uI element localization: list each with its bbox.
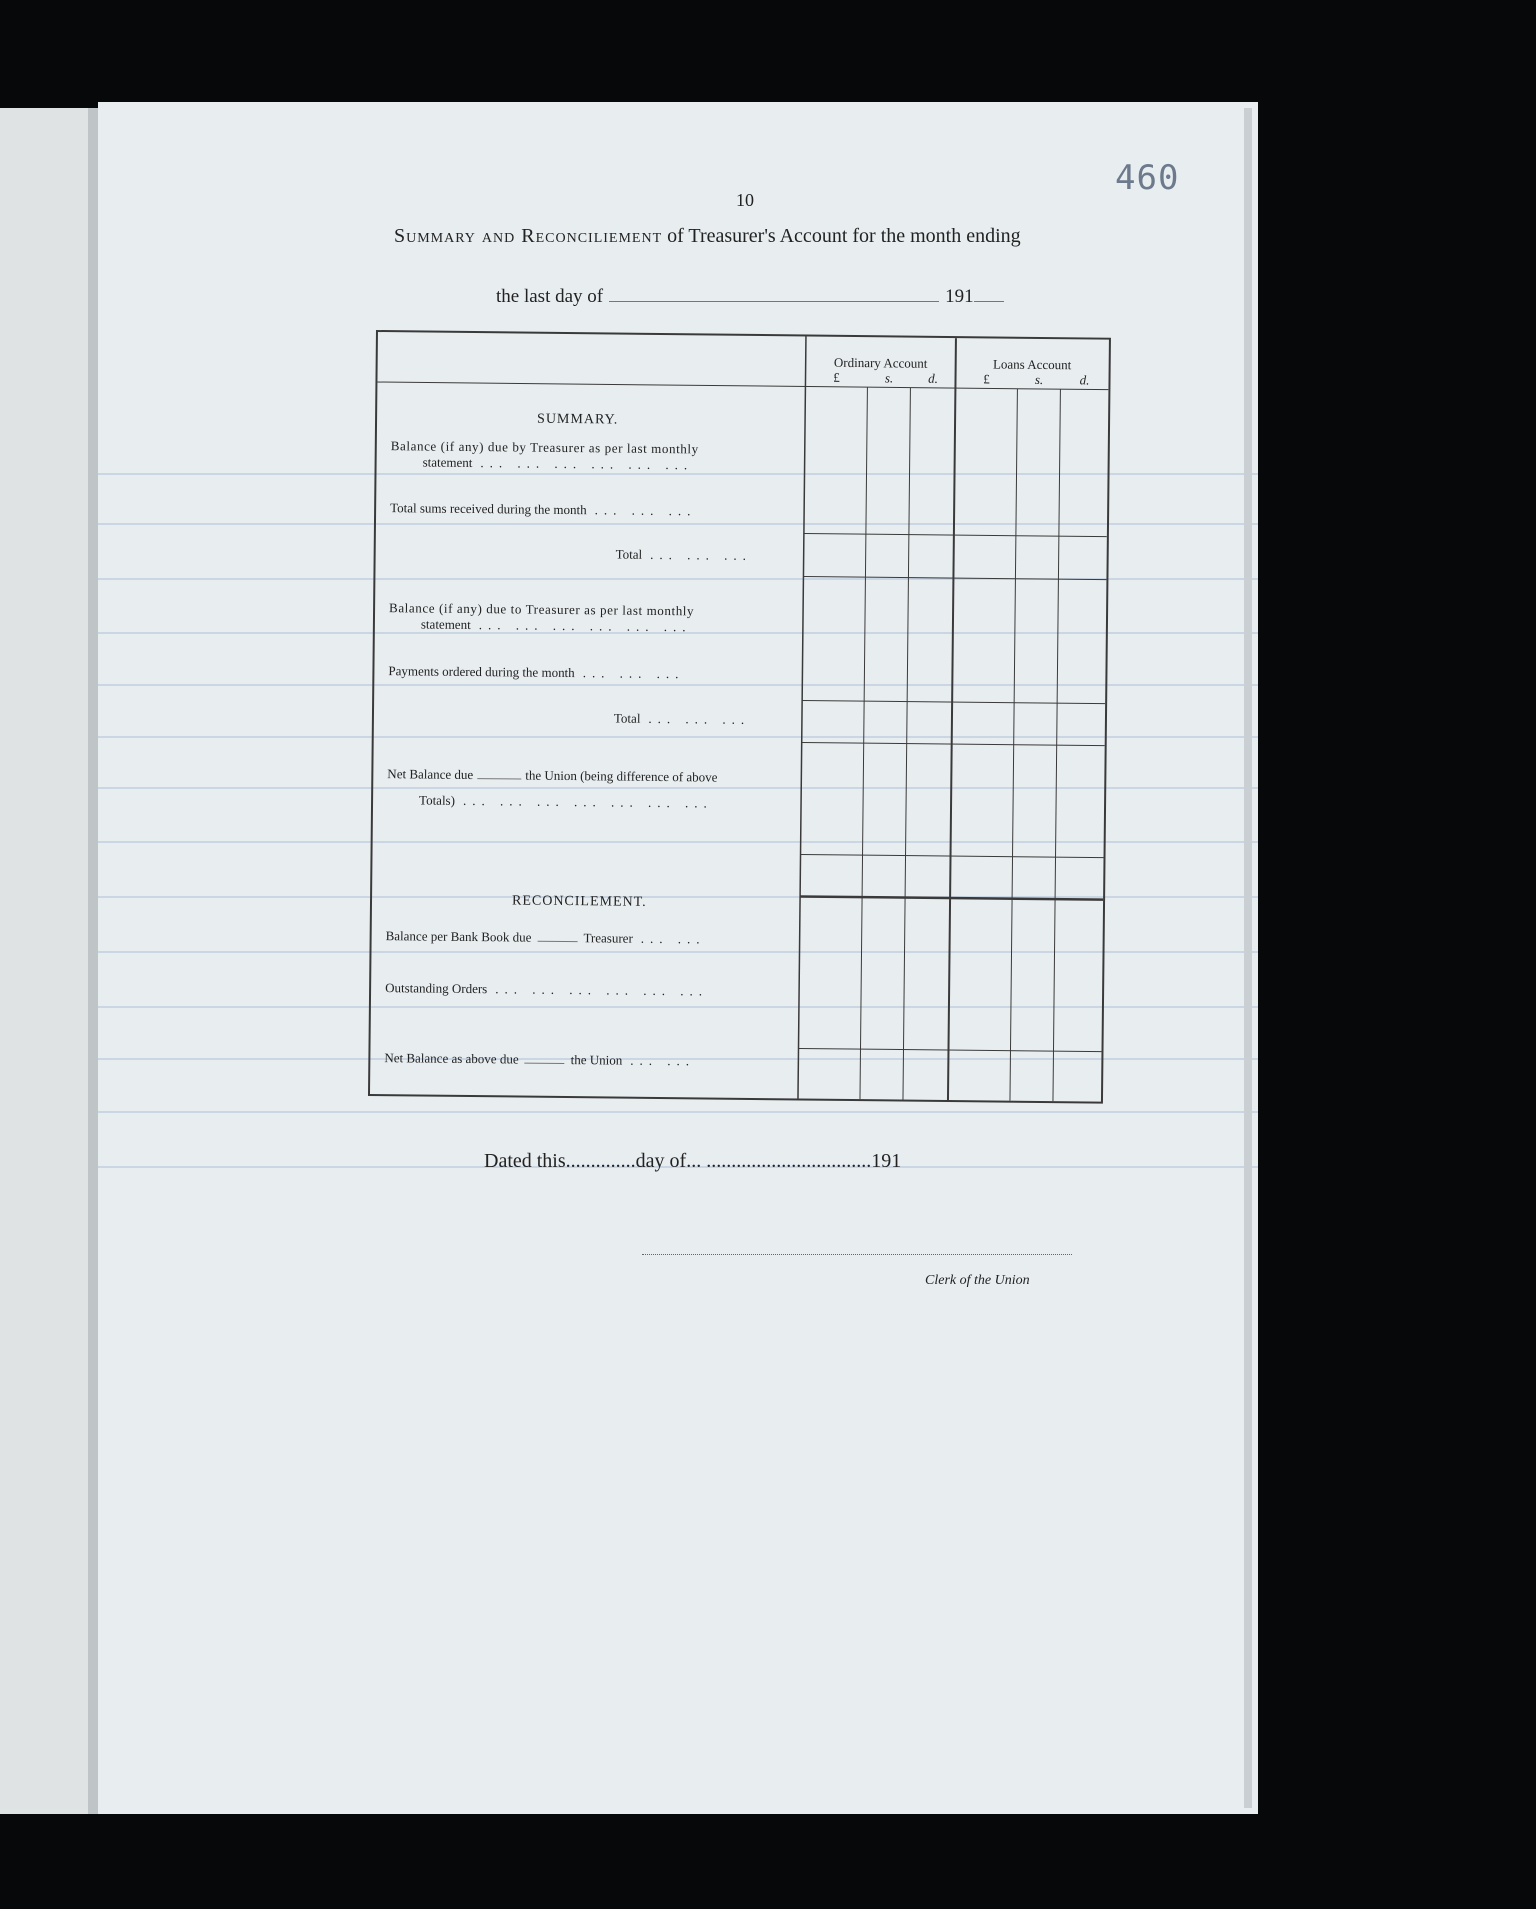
total-label-1: Total [615, 546, 643, 562]
payments-ordered-row [388, 663, 684, 682]
last-day-label: the last day of [496, 286, 604, 307]
bank-book-blank [537, 941, 577, 942]
balance-by-treasurer-line1: Balance (if any) due by Treasurer as per last monthly [390, 438, 699, 457]
net-balance-union-label: the Union (being difference of above [525, 767, 718, 785]
leader-dots: ... ... ... ... ... ... ... [462, 792, 713, 811]
balance-to-treasurer-line1: Balance (if any) due to Treasurer as per last monthly [389, 600, 695, 619]
leader-dots: ... ... ... [582, 665, 685, 682]
loans-pound-header: £ [983, 371, 990, 387]
summary-heading: SUMMARY. [536, 411, 619, 428]
net-balance-blank [477, 778, 521, 779]
leader-dots: ... ... [640, 930, 706, 947]
net-balance-line1 [387, 766, 717, 785]
dated-line [484, 1150, 901, 1173]
loans-shilling-header: s. [1034, 371, 1044, 387]
month-ending-line [496, 286, 1004, 308]
year-prefix: 191 [945, 286, 974, 307]
ordinary-shilling-header: s. [884, 370, 894, 386]
total-row-2 [614, 711, 750, 728]
bank-book-label: Balance per Bank Book due [385, 928, 532, 945]
year-blank [974, 301, 1004, 302]
balance-to-treasurer-line2 [421, 616, 692, 635]
signature-line [642, 1254, 1072, 1255]
day-dots: .............. [565, 1150, 636, 1172]
folio-number: 460 [1115, 158, 1180, 198]
totals-label: Totals) [419, 792, 456, 808]
net-balance-line2 [419, 792, 713, 811]
loans-account-header: Loans Account [992, 356, 1072, 373]
page-number: 10 [736, 190, 754, 210]
title-rest: of Treasurer's Account for the month ending [662, 225, 1021, 247]
net-above-blank [525, 1063, 565, 1064]
left-page [0, 108, 95, 1814]
leader-dots: ... ... ... ... ... ... [495, 981, 709, 999]
total-received-row [390, 500, 696, 519]
leader-dots: ... ... ... ... ... ... [478, 617, 692, 635]
bank-book-row [386, 928, 706, 947]
ordinary-pence-header: d. [928, 370, 938, 386]
net-balance-above-row [384, 1050, 695, 1069]
ordinary-pound-header: £ [833, 369, 840, 385]
month-dots: ... ................................. [686, 1150, 872, 1172]
dated-year: 191 [871, 1150, 902, 1172]
total-received-label: Total sums received during the month [390, 500, 587, 518]
net-above-union: the Union [570, 1052, 623, 1068]
day-of-label: day of [635, 1150, 687, 1172]
statement-label: statement [422, 454, 473, 471]
bank-book-treasurer: Treasurer [583, 930, 633, 946]
dated-this-label: Dated this [484, 1150, 566, 1172]
leader-dots: ... ... ... ... ... ... [480, 455, 694, 473]
leader-dots: ... ... ... [648, 710, 751, 727]
payments-ordered-label: Payments ordered during the month [388, 663, 575, 681]
page-title [394, 225, 1094, 248]
outstanding-orders-label: Outstanding Orders [385, 980, 488, 997]
page-edge [1244, 108, 1252, 1808]
loans-pence-header: d. [1079, 372, 1090, 388]
ordinary-account-header: Ordinary Account [833, 354, 928, 371]
leader-dots: ... ... ... [650, 546, 753, 563]
leader-dots: ... ... ... [594, 502, 697, 519]
outstanding-orders-row [385, 980, 708, 999]
total-row-1 [616, 547, 752, 564]
account-table [368, 330, 1111, 1104]
reconcilement-heading: RECONCILEMENT. [511, 893, 647, 910]
title-small-caps: Summary and Reconciliement [394, 225, 663, 247]
net-above-label: Net Balance as above due [384, 1050, 519, 1067]
balance-by-treasurer-line2 [423, 454, 694, 473]
month-blank [609, 301, 939, 302]
total-label-2: Total [613, 710, 641, 726]
net-balance-label: Net Balance due [387, 766, 474, 783]
clerk-of-union-label: Clerk of the Union [925, 1273, 1030, 1288]
statement-label-2: statement [420, 616, 471, 633]
leader-dots: ... ... [630, 1052, 696, 1069]
binding-gutter [88, 108, 98, 1814]
